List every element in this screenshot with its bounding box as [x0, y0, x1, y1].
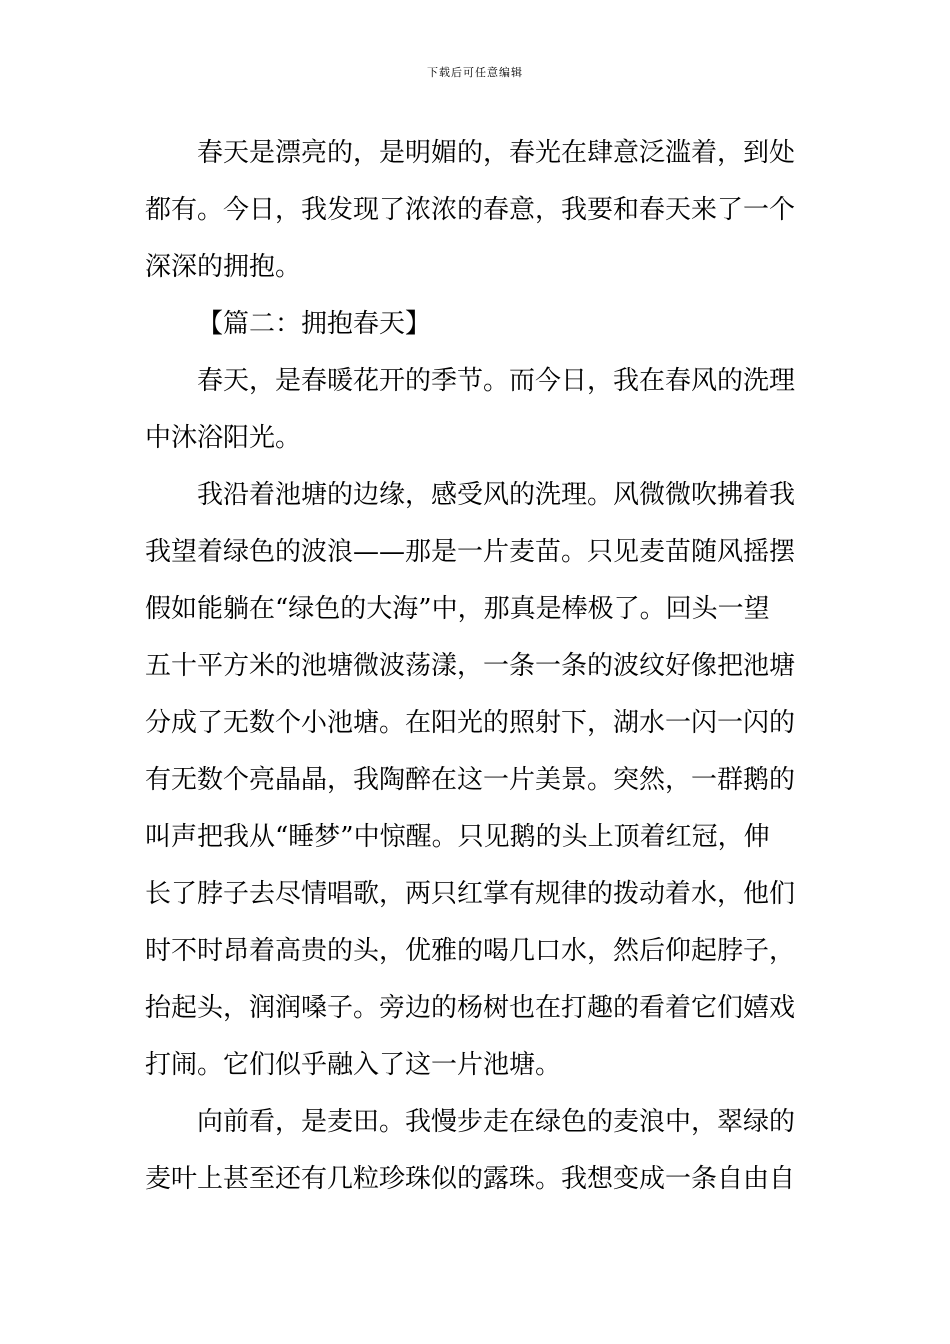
- text-line: 五十平方米的池塘微波荡漾，一条一条的波纹好像把池塘: [145, 651, 796, 681]
- section-heading: 【篇二：拥抱春天】: [197, 309, 432, 339]
- text-line: 时不时昂着高贵的头，优雅的喝几口水，然后仰起脖子，: [145, 936, 796, 966]
- text-line: 抬起头，润润嗓子。旁边的杨树也在打趣的看着它们嬉戏: [145, 993, 796, 1023]
- text-line: 假如能躺在“绿色的大海”中，那真是棒极了。回头一望: [145, 594, 770, 624]
- text-line: 中沐浴阳光。: [145, 423, 302, 453]
- text-line: 麦叶上甚至还有几粒珍珠似的露珠。我想变成一条自由自: [145, 1164, 796, 1194]
- text-line: 我沿着池塘的边缘，感受风的洗理。风微微吹拂着我: [197, 480, 796, 510]
- page-header: 下载后可任意编辑: [427, 66, 523, 79]
- text-line: 长了脖子去尽情唱歌，两只红掌有规律的拨动着水，他们: [145, 879, 796, 909]
- text-line: 我望着绿色的波浪——那是一片麦苗。只见麦苗随风摇摆: [145, 537, 796, 567]
- text-line: 深深的拥抱。: [145, 252, 302, 282]
- text-line: 春天，是春暖花开的季节。而今日，我在春风的洗理: [197, 366, 796, 396]
- text-line: 春天是漂亮的，是明媚的，春光在肆意泛滥着，到处: [197, 138, 796, 168]
- text-line: 有无数个亮晶晶，我陶醉在这一片美景。突然，一群鹅的: [145, 765, 796, 795]
- text-line: 都有。今日，我发现了浓浓的春意，我要和春天来了一个: [145, 195, 796, 225]
- text-line: 向前看，是麦田。我慢步走在绿色的麦浪中，翠绿的: [197, 1107, 796, 1137]
- text-line: 分成了无数个小池塘。在阳光的照射下，湖水一闪一闪的: [145, 708, 796, 738]
- text-line: 叫声把我从“睡梦”中惊醒。只见鹅的头上顶着红冠，伸: [145, 822, 770, 852]
- text-line: 打闹。它们似乎融入了这一片池塘。: [145, 1050, 562, 1080]
